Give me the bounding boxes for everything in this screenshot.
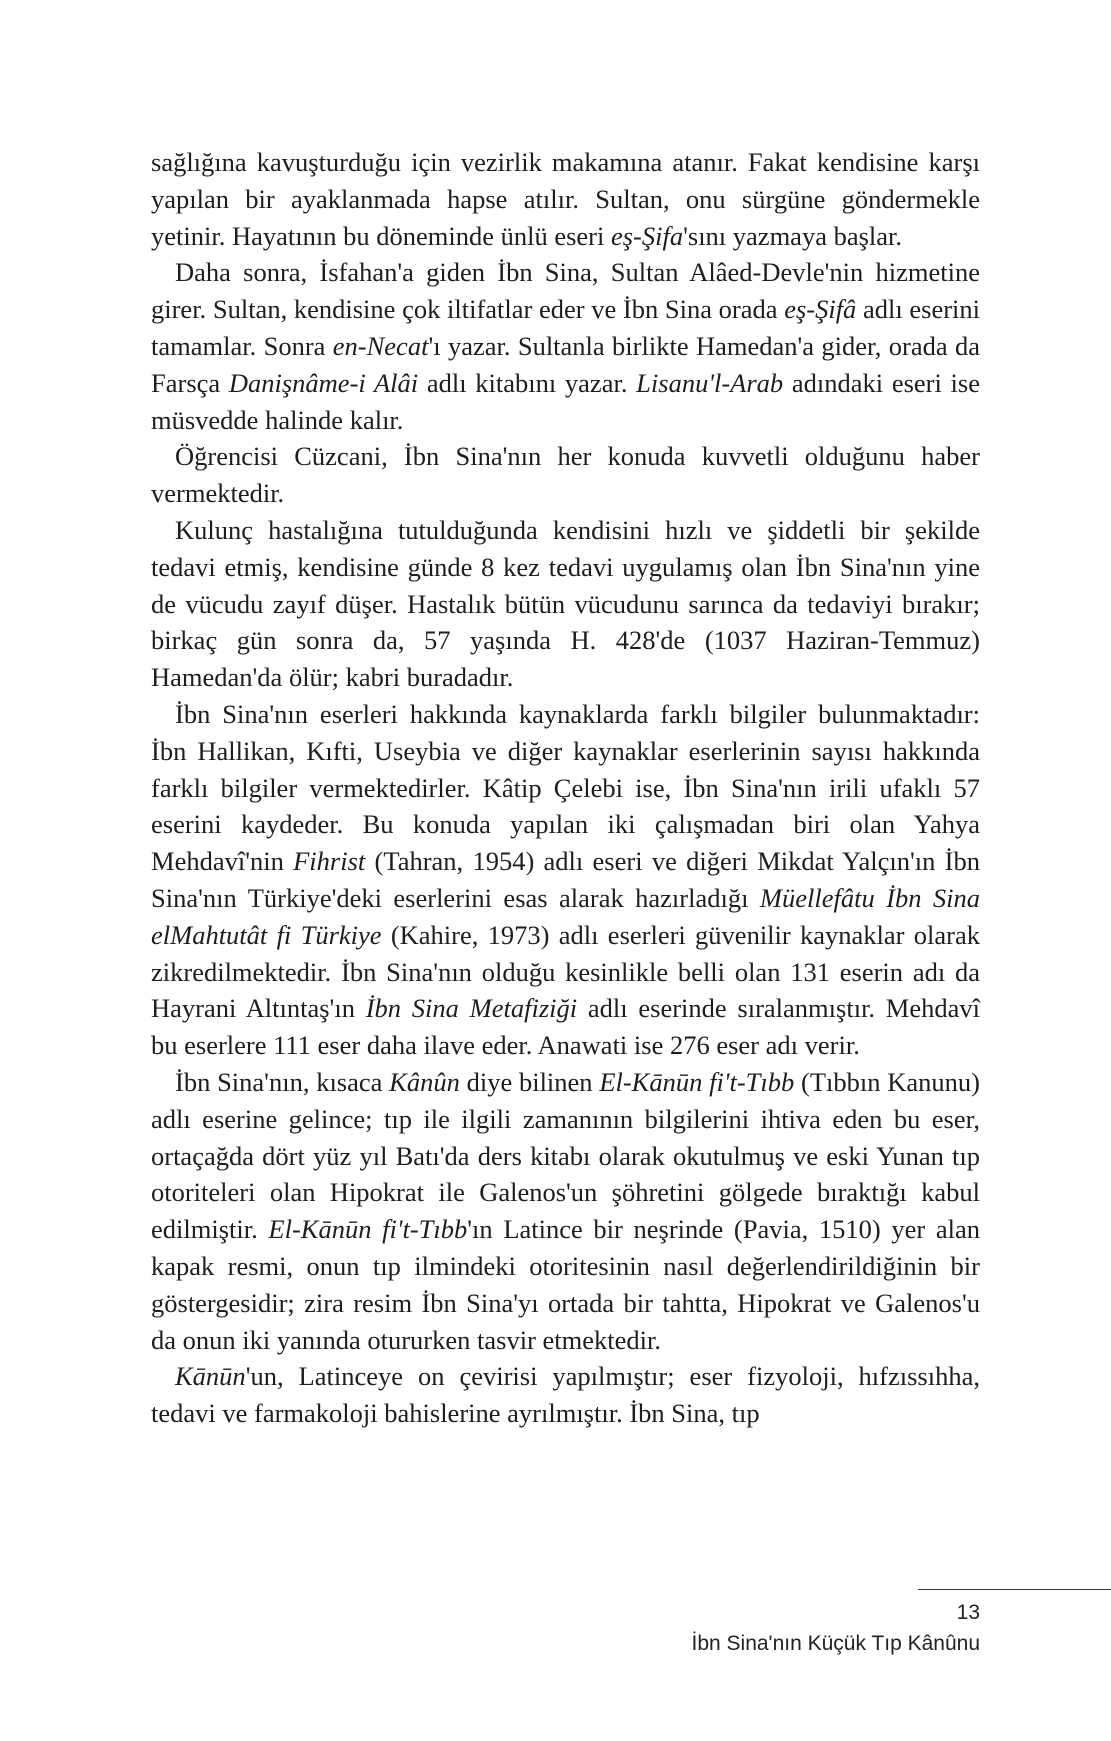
text-run: adlı eserinde sıralanmıştır. Mehdavî bu eserlere 111 eser daha ilave eder. Anawati ise 276 eser adı verir. (151, 993, 981, 1061)
footer-divider (918, 1589, 1111, 1590)
running-footer-title: İbn Sina'nın Küçük Tıp Kânûnu (691, 1632, 980, 1655)
text-run: (Kahire, 1973) adlı eserleri güvenilir kaynaklar olarak zikredilmektedir. İbn Sina'nın olduğu kesinlikle belli olan 131 eserin adı da Hayrani Altıntaş'ın (151, 919, 980, 1024)
text-run: sağlığına kavuşturduğu için vezirlik makamına atanır. Fakat kendisine karşı yapılan bir ayaklanmada hapse atılır. Sultan, onu sürgüne göndermekle yetinir. Hayatının bu döneminde ünlü eseri (151, 147, 980, 251)
text-run: 'sını yazmaya başlar. (683, 220, 903, 251)
paragraph-2 (151, 254, 980, 438)
text-run: İbn Sina'nın eserleri hakkında kaynaklarda farklı bilgiler bulunmaktadır: İbn Hallikan, Kıfti, Useybia ve diğer kaynaklar eserlerinin sayısı hakkında farklı bilgiler vermektedirler. Kâtip Çelebi ise, İbn Sina'nın irili ufaklı 57 eserini kaydeder. Bu konuda yapılan iki çalışmadan biri olan Yahya Mehdavî'nin (151, 698, 980, 877)
book-title: Fihrist (293, 846, 366, 877)
text-run: 'ı yazar. Sultanla birlikte Hamedan'a gider, orada da Farsça (151, 330, 980, 398)
page-number: 13 (956, 1601, 980, 1624)
body-text (151, 144, 980, 1432)
paragraph-4 (151, 512, 980, 696)
paragraph-7 (151, 1358, 980, 1432)
book-title: El-Kānūn fi't-Tıbb (268, 1214, 468, 1245)
text-run: adlı eserini tamamlar. Sonra (151, 294, 981, 361)
book-title: en-Necat (332, 330, 429, 361)
book-title: eş-Şifâ (784, 294, 857, 325)
book-title: Kânûn (389, 1066, 460, 1097)
paragraph-6 (151, 1064, 980, 1358)
book-title: Müellefâtu İbn Sina elMahtutât fi Türkiye (151, 882, 980, 950)
text-run: Öğrencisi Cüzcani, İbn Sina'nın her konuda kuvvetli olduğunu haber vermektedir. (151, 441, 980, 509)
paragraph-5 (151, 696, 980, 1064)
book-title: Danişnâme-i Alâi (228, 367, 419, 398)
text-run: İbn Sina'nın, kısaca (175, 1066, 390, 1097)
paragraph-1 (151, 144, 980, 254)
book-title-eş-şifa: eş-Şifa (610, 220, 684, 251)
text-run: adlı kitabını yazar. (418, 367, 637, 398)
text-run: (Tıbbın Kanunu) adlı eserine gelince; tıp ile ilgili zamanının bilgilerini ihtiva eden bu eser, ortaçağda dört yüz yıl Batı'da ders kitabı olarak okutulmuş ve eski Yunan tıp otoriteleri olan Hipokrat ile Galenos'un şöhretini gölgede bıraktığı kabul edilmiştir. (151, 1066, 980, 1245)
text-run: Daha sonra, İsfahan'a giden İbn Sina, Sultan Alâed-Devle'nin hizmetine girer. Sultan, kendisine çok iltifatlar eder ve İbn Sina orada (151, 257, 980, 325)
text-run: 'ın Latince bir neşrinde (Pavia, 1510) yer alan kapak resmi, onun tıp ilmindeki otoritesinin nasıl değerlendirildiğinin bir göstergesidir; zira resim İbn Sina'yı ortada bir tahtta, Hipokrat ve Galenos'u da onun iki yanında otururken tasvir etmektedir. (151, 1214, 980, 1355)
paragraph-3 (151, 438, 980, 512)
text-run: (Tahran, 1954) adlı eseri ve diğeri Mikdat Yalçın'ın İbn Sina'nın Türkiye'deki eserlerini esas alarak hazırladığı (151, 846, 980, 913)
text-run: adındaki eseri ise müsvedde halinde kalır. (151, 367, 980, 435)
book-title: Kānūn (175, 1361, 246, 1392)
text-run: diye bilinen (459, 1066, 600, 1097)
book-title: İbn Sina Metafiziği (365, 993, 578, 1024)
text-run: Kulunç hastalığına tutulduğunda kendisini hızlı ve şiddetli bir şekilde tedavi etmiş, kendisine günde 8 kez tedavi uygulamış olan İbn Sina'nın yine de vücudu zayıf düşer. Hastalık bütün vücudunu sarınca da tedaviyi bırakır; birkaç gün sonra da, 57 yaşında H. 428'de (1037 Haziran-Temmuz) Hamedan'da ölür; kabri buradadır. (151, 514, 980, 693)
book-title: Lisanu'l-Arab (636, 367, 784, 398)
book-title: El-Kānūn fi't-Tıbb (599, 1066, 795, 1097)
text-run: 'un, Latinceye on çevirisi yapılmıştır; eser fizyoloji, hıfzıssıhha, tedavi ve farmakoloji bahislerine ayrılmıştır. İbn Sina, tıp (151, 1361, 980, 1429)
